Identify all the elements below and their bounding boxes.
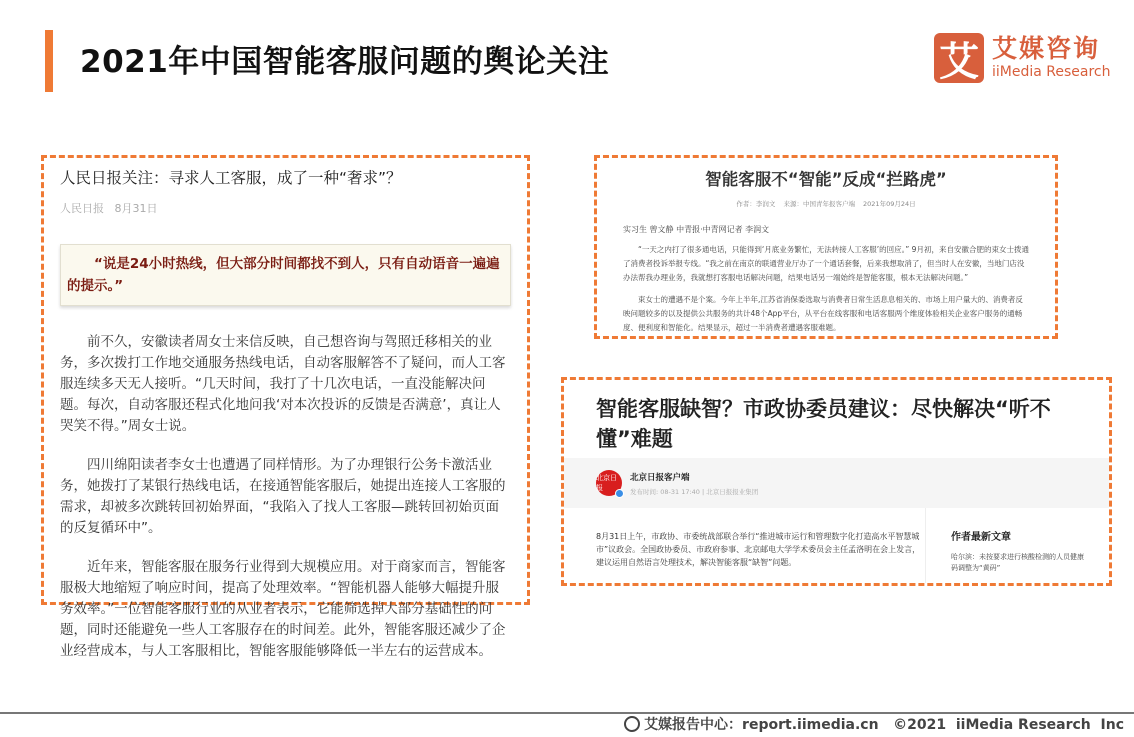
article-paragraph: 四川绵阳读者李女士也遭遇了同样情形。为了办理银行公务卡激活业务，她拨打了某银行热线电话，在接通智能客服后，她提出连接人工客服的需求，却被多次跳转回初始界面，“我陷入了找人工客服—跳转回初始页面的反复循环中”。: [60, 457, 506, 536]
article-byline: 实习生 曾文静 中青报·中青网记者 李润文: [623, 225, 770, 234]
article-source: 人民日报: [60, 202, 104, 215]
side-article-link[interactable]: 哈尔滨：未按要求进行核酸检测的人员健康码调整为“黄码”: [951, 553, 1084, 572]
title-accent-bar: [45, 30, 53, 92]
article-paragraph: 束女士的遭遇不是个案。今年上半年,江苏省消保委选取与消费者日常生活息息相关的、市场上用户量大的、消费者反映问题较多的以及提供公共服务的共计48个App平台，从平台在线客服和电话客服两个维度体验相关企业客户服务的通畅度、便利度和智能化。结果显示，超过一半消费者遭遇客服难题。: [623, 295, 1023, 332]
source-avatar: [596, 470, 622, 496]
article-body: 8月31日上午，市政协、市委统战部联合举行“推进城市运行和管理数字化打造高水平智慧城市”议政会。全国政协委员、市政府参事、北京邮电大学学术委员会主任孟洛明在会上发言，建议运用自然语言处理技术，解决智能客服“缺智”问题。: [564, 508, 926, 586]
source-name: 北京日报客户端: [630, 472, 690, 483]
article-paragraph: 前不久，安徽读者周女士来信反映，自己想咨询与驾照迁移相关的业务，多次拨打工作地交通服务热线电话，自动客服解答不了疑问，而人工客服连续多天无人接听。“几天时间，我打了十几次电话，一直没能解决问题。每次，自动客服还程式化地问我‘对本次投诉的反馈是否满意’，真让人哭笑不得。”周女士说。: [60, 334, 506, 434]
article-paragraph: “一天之内打了很多通电话，只能得到‘月底业务繁忙，无法转接人工客服’的回应。” 9月初，来自安徽合肥的束女士拨通了消费者投诉举报专线。“我之前在南京的联通营业厅办了一个通话套餐，后来我想取消了，但当时人在安徽，当地门店没办法帮我办理业务，我就想打客服电话解决问题，结果电话另一端始终是智能客服，根本无法解决问题。”: [623, 245, 1029, 282]
article-meta: [60, 200, 511, 216]
article-beijing-daily: [561, 377, 1112, 586]
iimedia-logo: [934, 33, 1111, 83]
footer-text: 艾媒报告中心：report.iimedia.cn ©2021 iiMedia Research Inc: [644, 717, 1124, 733]
avatar-text: 北京日报: [596, 474, 617, 492]
side-title: 作者最新文章: [951, 532, 1011, 543]
source-meta: 发布时间: 08-31 17:40 | 北京日报报业集团: [630, 487, 759, 496]
globe-icon: [624, 716, 640, 732]
article-china-youth-daily: [594, 155, 1058, 339]
logo-mark: 艾: [934, 33, 984, 83]
article-title: 智能客服不“智能”反成“拦路虎”: [705, 170, 947, 189]
article-date: 8月31日: [114, 202, 158, 215]
article-source-bar: [564, 458, 1109, 508]
logo-en: iiMedia Research: [992, 64, 1111, 80]
article-title: 人民日报关注：寻求人工客服，成了一种“奢求”？: [60, 169, 402, 187]
page-title: 2021年中国智能客服问题的舆论关注: [80, 44, 610, 80]
article-quote: “说是24小时热线，但大部分时间都找不到人，只有自动语音一遍遍的提示。”: [60, 244, 511, 306]
logo-cn: 艾媒咨询: [992, 34, 1101, 63]
author-latest-articles: [926, 508, 1086, 586]
article-title: 智能客服缺智？市政协委员建议：尽快解决“听不懂”难题: [596, 397, 1051, 451]
article-meta: 作者：李润文 来源：中国青年报客户端 2021年09月24日: [736, 200, 916, 208]
article-paragraph: 近年来，智能客服在服务行业得到大规模应用。对于商家而言，智能客服极大地缩短了响应时间，提高了处理效率。“智能机器人能够大幅提升服务效率。”一位智能客服行业的从业者表示，它能筛选掉大部分基础性的问题，同时还能避免一些人工客服存在的时间差。此外，智能客服还减少了企业经营成本，与人工客服相比，智能客服能够降低一半左右的运营成本。: [60, 559, 506, 659]
footer: [624, 714, 1124, 734]
article-people-daily: [41, 155, 530, 659]
verified-icon: [615, 489, 624, 498]
